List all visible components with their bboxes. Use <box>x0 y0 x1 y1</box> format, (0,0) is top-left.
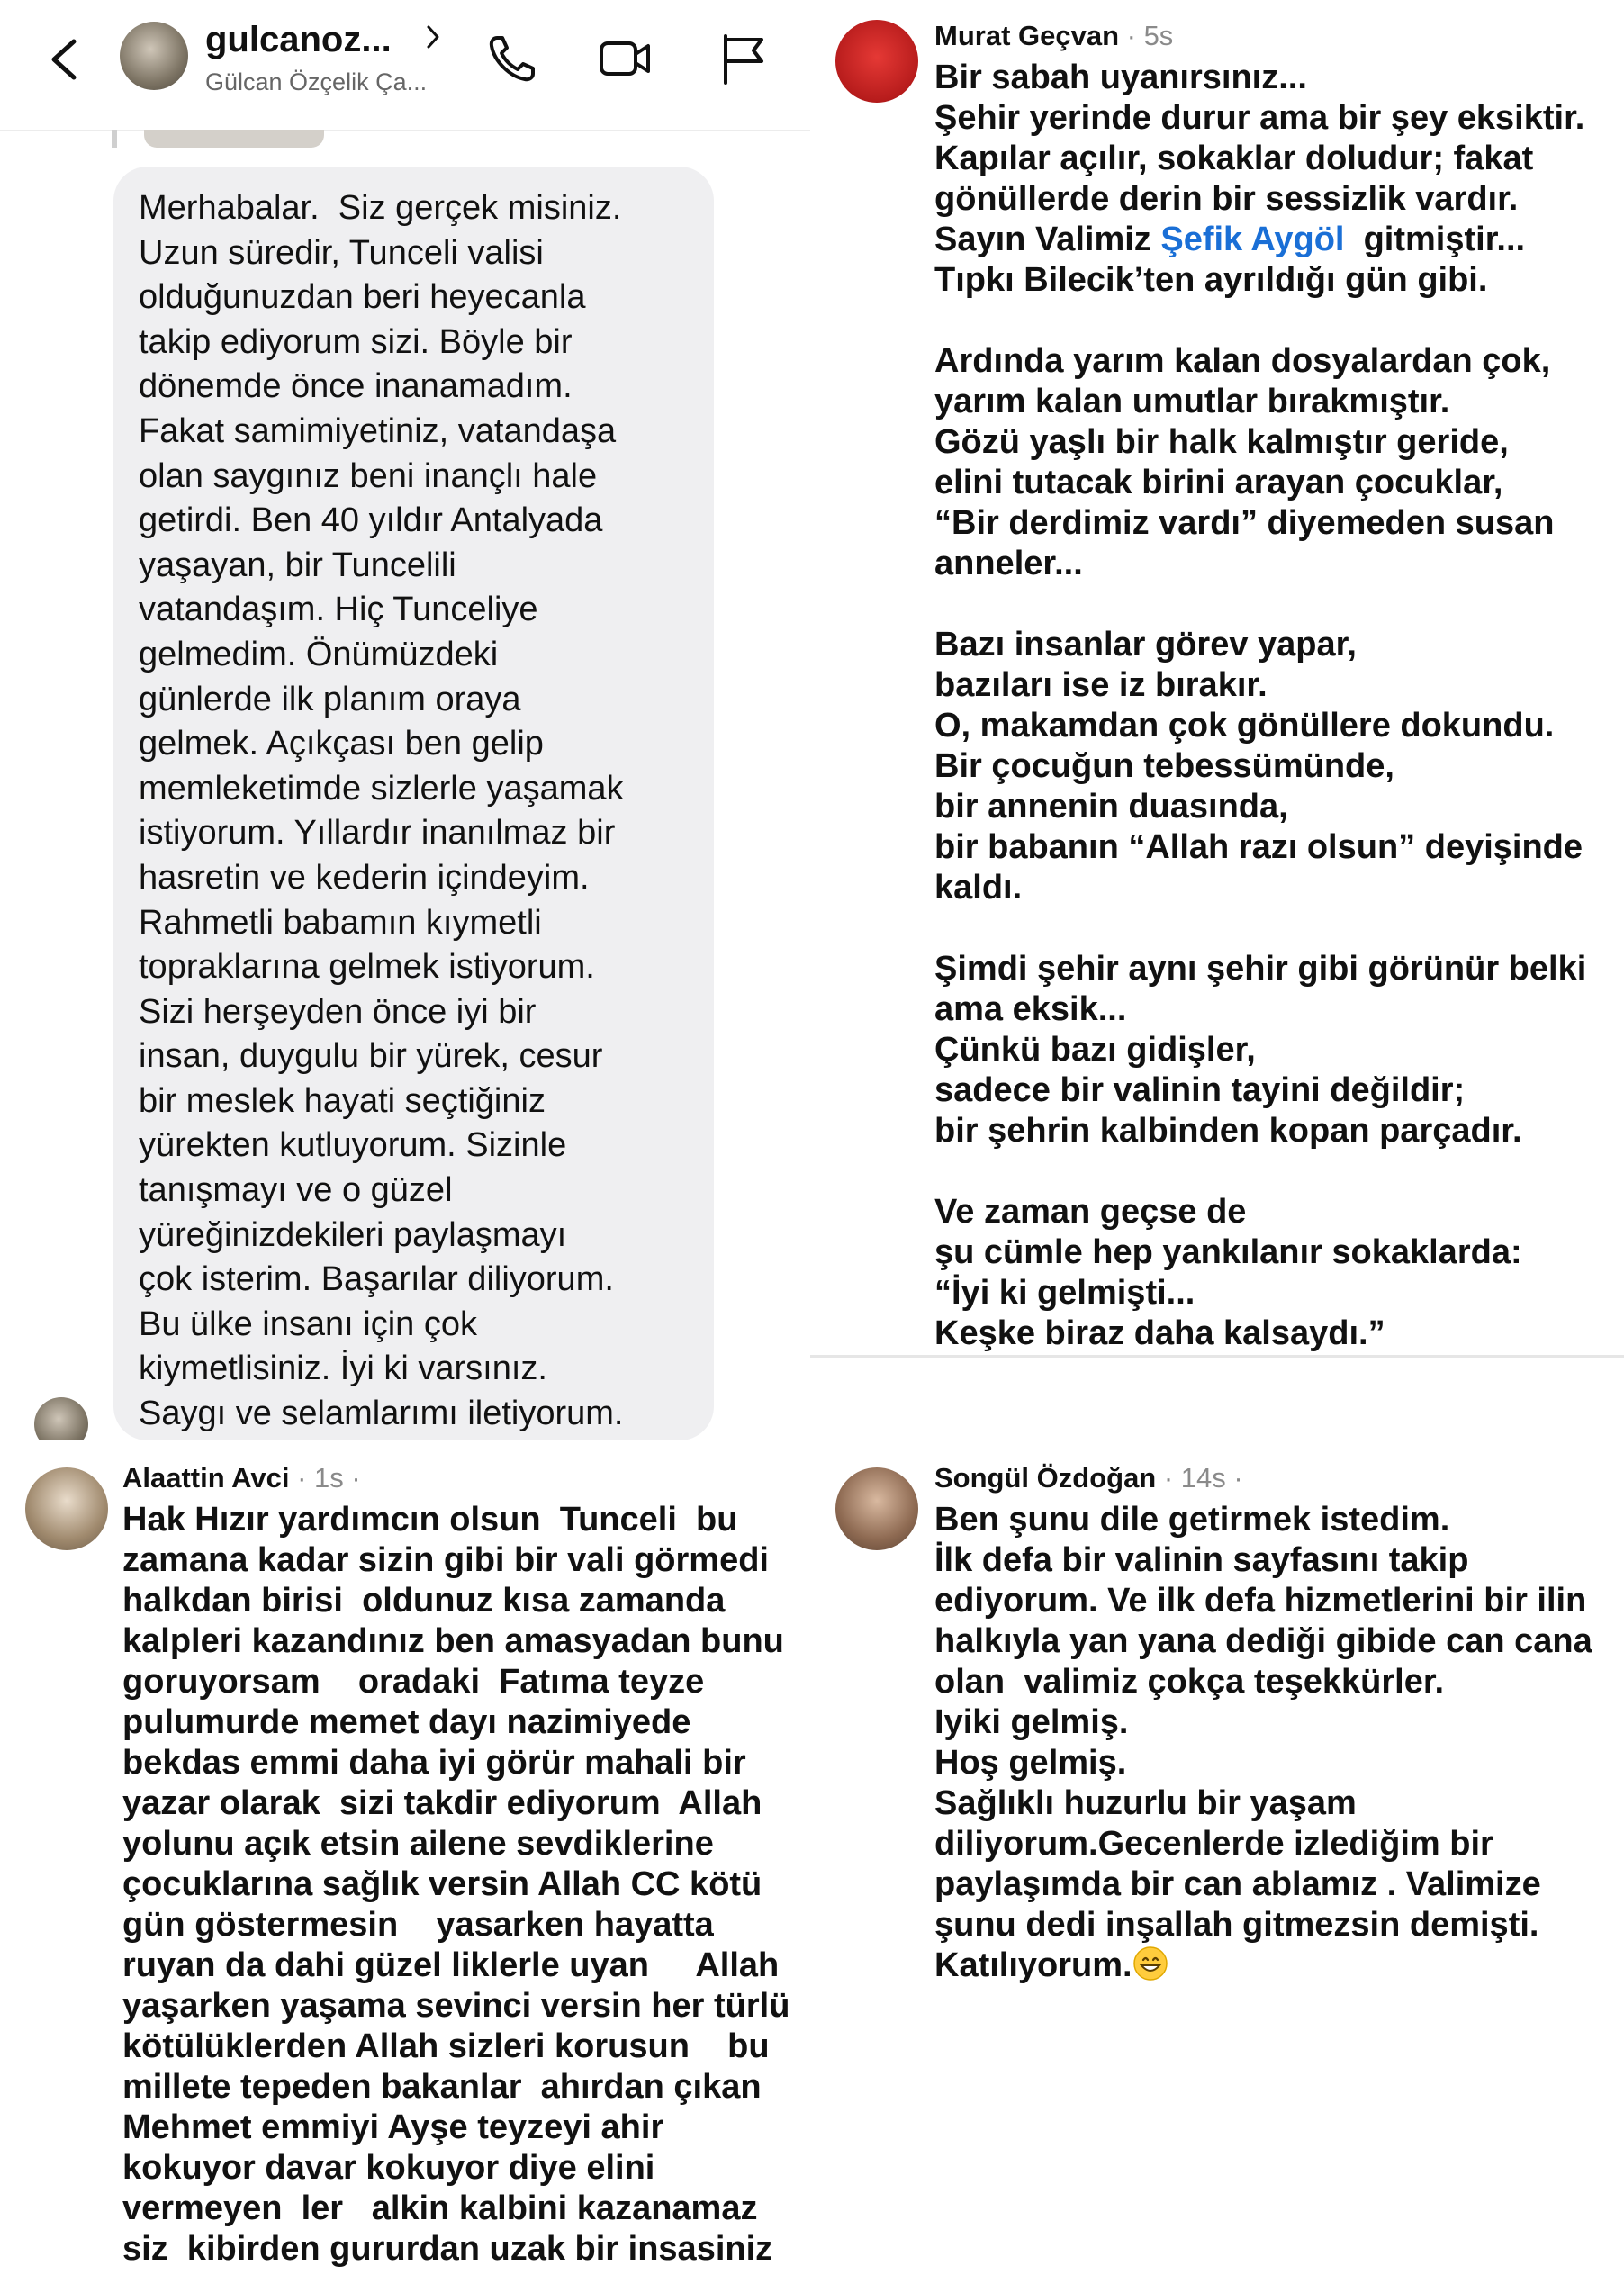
chevron-right-icon[interactable] <box>423 22 443 52</box>
comment-text <box>934 1500 1592 1986</box>
comment-text-lines: Ben şunu dile getirmek istedim. İlk defa bir valinin sayfasını takip ediyorum. Ve ilk defa hizmetlerini bir ilin halkıyla yan yana dediği gibide can cana olan valimiz çokça teşekkürler. Iyiki gelmiş. Hoş gelmiş. Sağlıklı huzurlu bir yaşam diliyorum.Gecenlerde izlediğim bir paylaşımda bir can ablamız . Valimize şunu dedi inşallah gitmezsin demişti. <box>934 1501 1592 1944</box>
phone-call-icon[interactable] <box>484 31 540 86</box>
commenter-avatar[interactable] <box>25 1467 108 1550</box>
flag-icon[interactable] <box>717 31 772 86</box>
back-arrow-icon[interactable] <box>43 34 86 85</box>
dm-contact-username[interactable]: gulcanoz... <box>205 20 392 59</box>
mention-link[interactable]: Şefik Aygöl <box>1160 221 1345 258</box>
divider <box>810 1355 1624 1358</box>
comment-text-part-2: Tıpkı Bilecik’ten ayrıldığı gün gibi. Ardında yarım kalan dosyalardan çok, yarım kalan umutlar bırakmıştır. Gözü yaşlı bir halk kalmıştır geride, elini tutacak birini arayan çocuklar, “Bir derdimiz vardı” diyemeden susan anneler... Bazı insanlar görev yapar, bazıları ise iz bırakır. O, makamdan çok gönüllere dokundu. Bir çocuğun tebessümünde, bir annenin duasında, bir babanın “Allah razı olsun” deyişinde kaldı. Şimdi şehir aynı şehir gibi görünür belki ama eksik... Çünkü bazı gidişler, sadece bir valinin tayini değildir; bir şehrin kalbinden kopan parçadır. Ve zaman geçse de şu cümle hep yankılanır sokaklarda: “İyi ki gelmişti... Keşke biraz daha kalsaydı.” <box>934 261 1587 1352</box>
comment-songul <box>810 1440 1624 2275</box>
commenter-avatar[interactable] <box>835 1467 918 1550</box>
sender-avatar <box>34 1397 88 1440</box>
comment-last-line: Katılıyorum. <box>934 1946 1132 1984</box>
mention-suffix: gitmiştir... <box>1344 221 1526 258</box>
comment-header <box>122 1462 361 1494</box>
comment-header <box>934 20 1173 52</box>
commenter-name[interactable]: Songül Özdoğan <box>934 1462 1157 1494</box>
commenter-avatar[interactable] <box>835 20 918 103</box>
message-text: Merhabalar. Siz gerçek misiniz. Uzun süredir, Tunceli valisi olduğunuzdan beri heyecanla takip ediyorum sizi. Böyle bir dönemde önce inanamadım. Fakat samimiyetiniz, vatandaşa olan saygınız beni inançlı hale getirdi. Ben 40 yıldır Antalyada yaşayan, bir Tuncelili vatandaşım. Hiç Tunceliye gelmedim. Önümüzdeki günlerde ilk planım oraya gelmek. Açıkçası ben gelip memleketimde sizlerle yaşamak istiyorum. Yıllardır inanılmaz bir hasretin ve kederin içindeyim. Rahmetli babamın kıymetli topraklarına gelmek istiyorum. Sizi herşeyden önce iyi bir insan, duygulu bir yürek, cesur bir meslek hayati seçtiğiniz yürekten kutluyorum. Sizinle tanışmayı ve o güzel yüreğinizdekileri paylaşmayı çok isterim. Başarılar diliyorum. Bu ülke insanı için çok kiymetlisiniz. İyi ki varsınız. Saygı ve selamlarımı iletiyorum. <box>139 189 624 1433</box>
mention-prefix: Sayın Valimiz <box>934 221 1161 258</box>
previous-message-image <box>144 130 324 148</box>
dm-header <box>0 0 810 131</box>
comment-time: · 14s · <box>1156 1462 1243 1494</box>
comment-text <box>934 58 1586 1354</box>
comment-text: Hak Hızır yardımcın olsun Tunceli bu zamana kadar sizin gibi bir vali görmedi halkdan birisi oldunuz kısa zamanda kalpleri kazandınız ben amasyadan bunu goruyorsam oradaki Fatıma teyze pulumurde memet dayı nazimiyede bekdas emmi daha iyi görür mahali bir yazar olarak sizi takdir ediyorum Allah yolunu açık etsin ailene sevdiklerine çocuklarına sağlık versin Allah CC kötü gün göstermesin yasarken hayatta ruyan da dahi güzel liklerle uyan Allah yaşarken yaşama sevinci versin her türlü kötülüklerden Allah sizleri korusun bu millete tepeden bakanlar ahırdan çıkan Mehmet emmiyi Ayşe teyzeyi ahir kokuyor davar kokuyor diye elini vermeyen ler alkin kalbini kazanamaz siz kibirden gururdan uzak bir insasiniz <box>122 1501 790 2268</box>
dm-contact-display-name: Gülcan Özçelik Ça... <box>205 68 428 95</box>
commenter-name[interactable]: Murat Geçvan <box>934 20 1120 51</box>
video-call-icon[interactable] <box>598 31 654 86</box>
comment-header <box>934 1462 1243 1494</box>
dm-contact-avatar[interactable] <box>120 22 188 90</box>
dm-panel <box>0 0 810 1440</box>
comment-time: · 1s · <box>289 1462 361 1494</box>
commenter-name[interactable]: Alaattin Avci <box>122 1462 290 1494</box>
comment-time: · 5s <box>1119 20 1174 51</box>
scroll-edge <box>112 130 117 148</box>
message-bubble[interactable] <box>113 167 714 1440</box>
comment-text-part-1: Bir sabah uyanırsınız... Şehir yerinde durur ama bir şey eksiktir. Kapılar açılır, sokaklar doludur; fakat gönüllerde derin bir sessizlik vardır. <box>934 59 1585 218</box>
comment-murat <box>810 0 1624 1355</box>
grinning-face-icon <box>1132 1945 1168 1982</box>
comment-alaattin <box>0 1440 810 2275</box>
